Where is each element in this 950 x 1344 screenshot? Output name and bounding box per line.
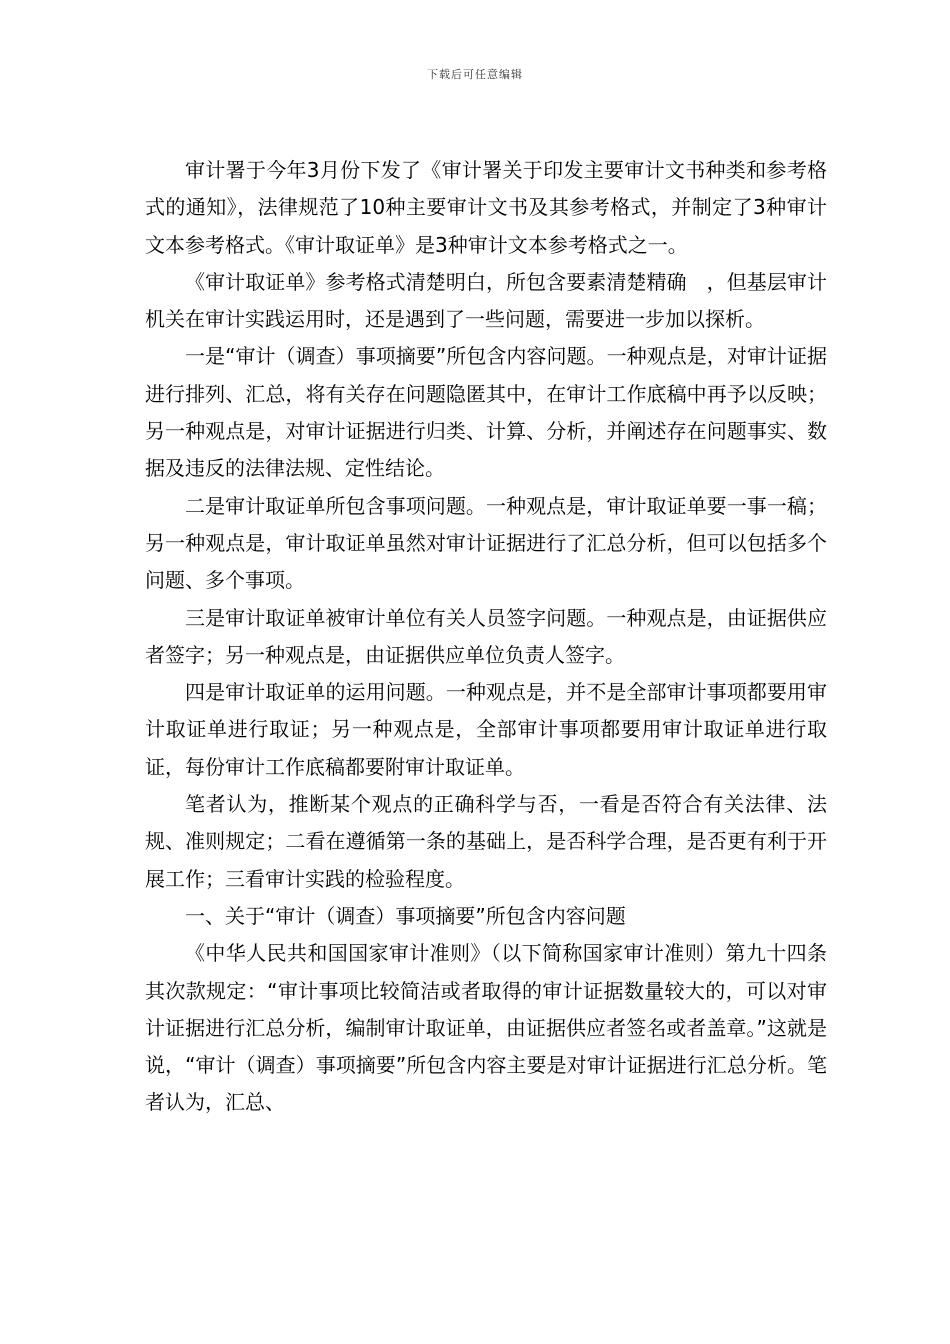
- page-header: 下载后可任意编辑: [427, 68, 523, 81]
- paragraph: 二是审计取证单所包含事项问题。一种观点是，审计取证单要一事一稿；另一种观点是，审计取证单虽然对审计证据进行了汇总分析，但可以包括多个问题、多个事项。: [145, 493, 827, 593]
- paragraph: 笔者认为，推断某个观点的正确科学与否，一看是否符合有关法律、法规、准则规定；二看在遵循第一条的基础上，是否科学合理，是否更有利于开展工作；三看审计实践的检验程度。: [145, 792, 827, 891]
- paragraph: 《审计取证单》参考格式清楚明白，所包含要素清楚精确 ，但基层审计机关在审计实践运用时，还是遇到了一些问题，需要进一步加以探析。: [145, 269, 827, 332]
- paragraph: 一是“审计（调查）事项摘要”所包含内容问题。一种观点是，对审计证据进行排列、汇总，将有关存在问题隐匿其中，在审计工作底稿中再予以反映；另一种观点是，对审计证据进行归类、计算、分析，并阐述存在问题事实、数据及违反的法律法规、定性结论。: [145, 344, 827, 481]
- document-body: [145, 152, 827, 1122]
- paragraph: 四是审计取证单的运用问题。一种观点是，并不是全部审计事项都要用审计取证单进行取证；另一种观点是，全部审计事项都要用审计取证单进行取证，每份审计工作底稿都要附审计取证单。: [145, 680, 827, 779]
- paragraph: 审计署于今年3月份下发了《审计署关于印发主要审计文书种类和参考格式的通知》，法律规范了10种主要审计文书及其参考格式，并制定了3种审计文本参考格式。《审计取证单》是3种审计文本参考格式之一。: [145, 158, 827, 257]
- paragraph: 三是审计取证单被审计单位有关人员签字问题。一种观点是，由证据供应者签字；另一种观点是，由证据供应单位负责人签字。: [145, 605, 827, 667]
- section-heading: 一、关于“审计（调查）事项摘要”所包含内容问题: [185, 903, 626, 928]
- paragraph: 《中华人民共和国国家审计准则》（以下简称国家审计准则）第九十四条其次款规定：“审计事项比较简洁或者取得的审计证据数量较大的，可以对审计证据进行汇总分析，编制审计取证单，由证据供应者签名或者盖章。”这就是说，“审计（调查）事项摘要”所包含内容主要是对审计证据进行汇总分析。笔者认为，汇总、: [145, 941, 827, 1115]
